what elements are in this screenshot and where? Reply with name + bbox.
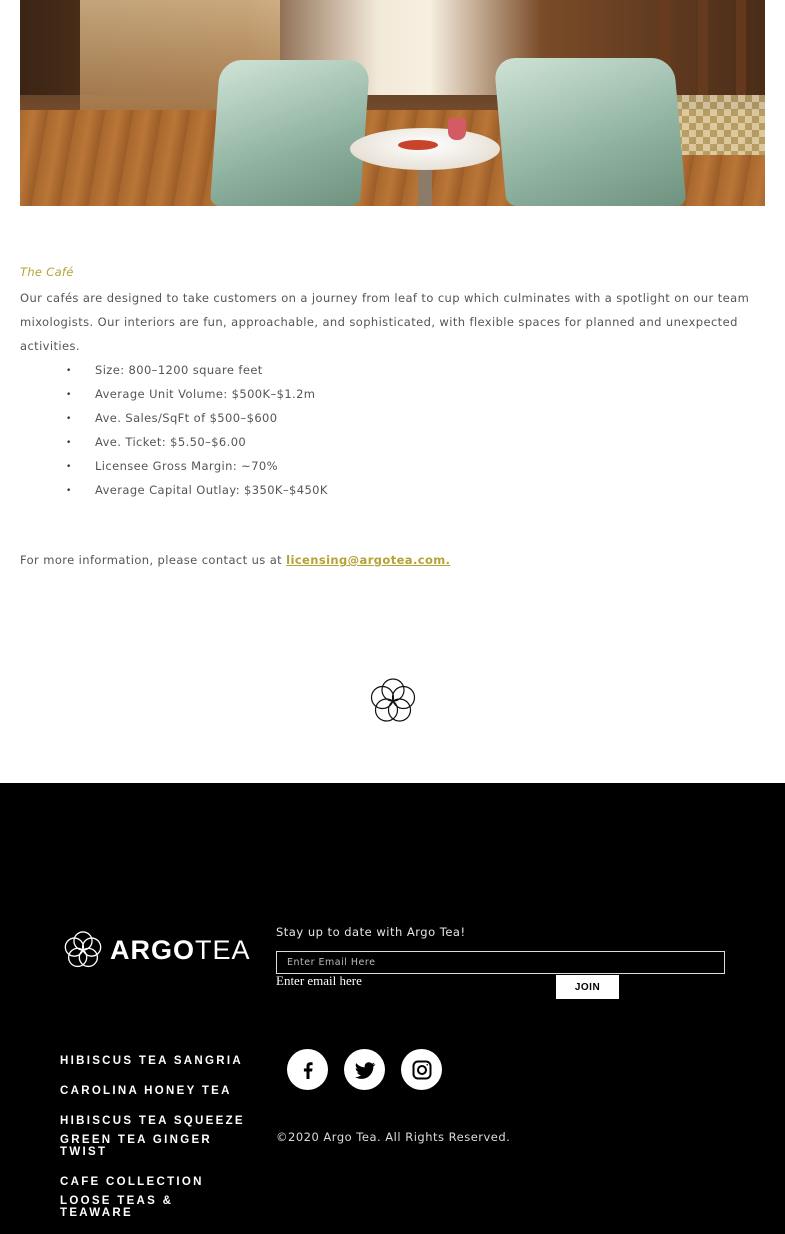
chair-right <box>494 58 687 206</box>
chair-left <box>210 60 370 206</box>
list-item: • Ave. Sales/SqFt of $500–$600 <box>95 406 328 430</box>
footer-nav-item-cafe-collection[interactable]: CAFE COLLECTION <box>60 1176 204 1188</box>
instagram-icon <box>410 1058 434 1082</box>
contact-line <box>20 553 450 567</box>
facebook-button[interactable] <box>287 1049 328 1090</box>
join-button[interactable]: JOIN <box>556 975 619 999</box>
footer-nav <box>60 1055 250 1219</box>
contact-prefix: For more information, please contact us at <box>20 553 283 567</box>
list-item: • Average Capital Outlay: $350K–$450K <box>95 478 328 502</box>
footer-nav-item-green-tea-ginger-twist[interactable]: GREEN TEA GINGER TWIST <box>60 1134 213 1158</box>
twitter-button[interactable] <box>344 1049 385 1090</box>
newsletter-email-input[interactable] <box>276 951 725 974</box>
licensing-email-link[interactable]: licensing@argotea.com. <box>286 553 451 567</box>
footer-nav-item-hibiscus-tea-sangria[interactable]: HIBISCUS TEA SANGRIA <box>60 1055 243 1067</box>
logo-wordmark: ARGOTEA <box>110 934 251 965</box>
list-item: • Size: 800–1200 square feet <box>95 358 328 382</box>
facebook-icon <box>296 1058 320 1082</box>
section-title: The Café <box>20 265 74 279</box>
list-item: • Licensee Gross Margin: ~70% <box>95 454 328 478</box>
argo-flower-icon <box>365 673 421 729</box>
list-item: • Ave. Ticket: $5.50–$6.00 <box>95 430 328 454</box>
argo-tea-logo[interactable] <box>60 926 250 974</box>
twitter-icon <box>353 1058 377 1082</box>
social-links <box>287 1049 442 1090</box>
footer-nav-item-loose-teas-teaware[interactable]: LOOSE TEAS & TEAWARE <box>60 1195 174 1219</box>
cafe-facts-list <box>95 358 328 502</box>
footer-nav-item-carolina-honey-tea[interactable]: CAROLINA HONEY TEA <box>60 1085 232 1097</box>
section-description: Our cafés are designed to take customers on a journey from leaf to cup which culminates with a spotlight on our team mixologists. Our interiors are fun, approachable, and sophisticated, with flexible spaces for planned and unexpected activities. <box>20 291 750 353</box>
site-footer <box>0 783 785 1234</box>
newsletter-heading: Stay up to date with Argo Tea! <box>276 925 466 939</box>
copyright-text: ©2020 Argo Tea. All Rights Reserved. <box>276 1130 511 1144</box>
instagram-button[interactable] <box>401 1049 442 1090</box>
list-item: • Average Unit Volume: $500K–$1.2m <box>95 382 328 406</box>
argo-flower-icon <box>60 927 106 973</box>
cafe-interior-photo <box>20 0 765 206</box>
footer-nav-item-hibiscus-tea-squeeze[interactable]: HIBISCUS TEA SQUEEZE <box>60 1115 245 1127</box>
newsletter-email-label: Enter email here <box>276 973 362 988</box>
